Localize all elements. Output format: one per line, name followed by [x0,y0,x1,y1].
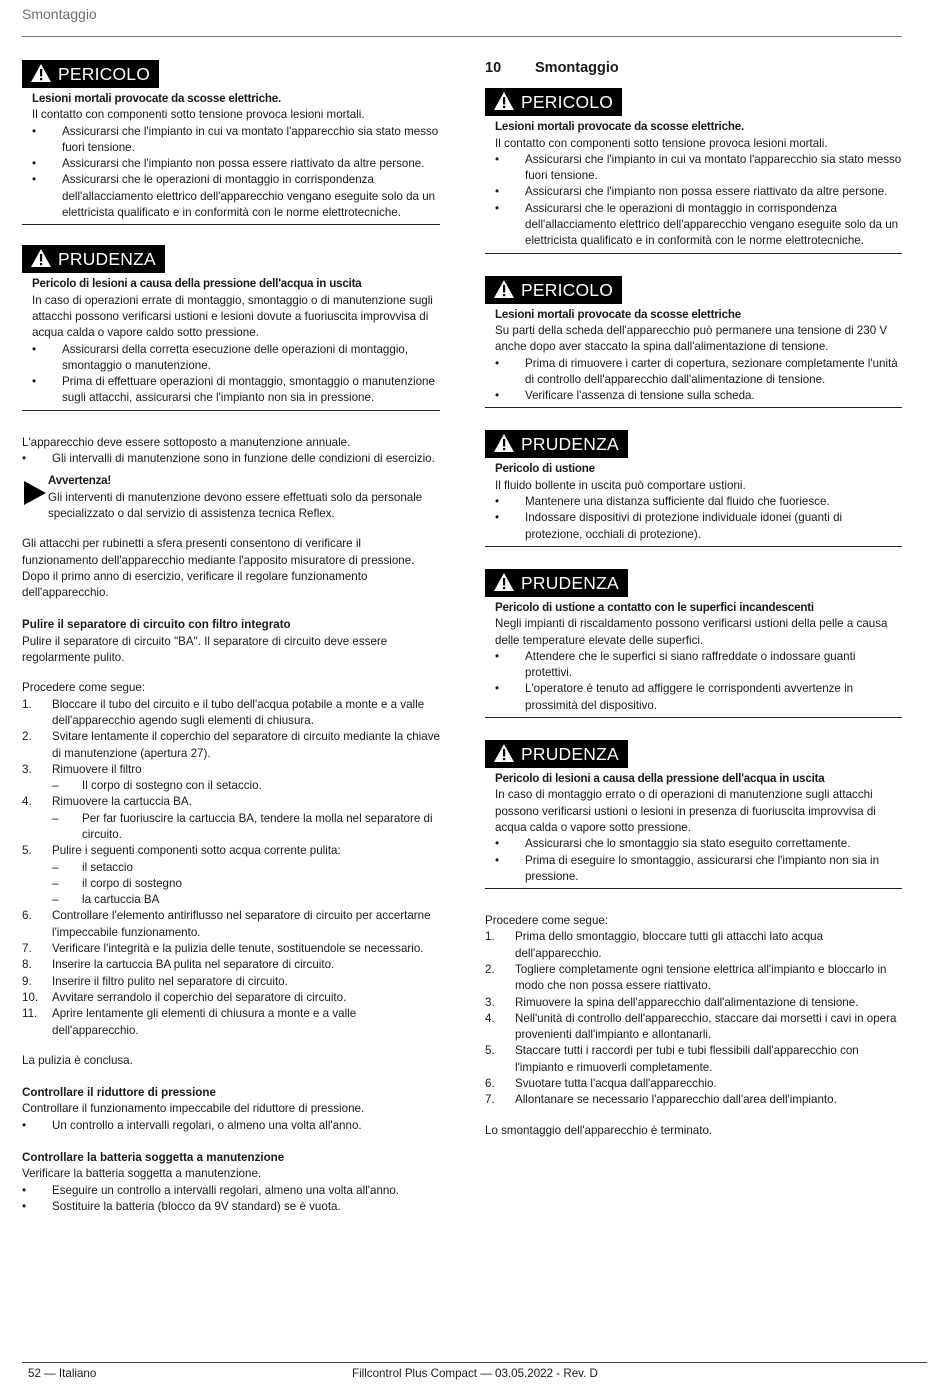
bullet-item: • Prima di eseguire lo smontaggio, assicurarsi che l'impianto non sia in pressione. [495,853,880,883]
warning-text: In caso di operazioni errate di montaggio, smontaggio o di manutenzione sugli attacchi possono verificarsi ustioni e lesioni dovute a fuoriuscita improvvisa di acqua calda o vapore caldo sotto pressione. [32,293,433,340]
bullet-item: • Attendere che le superfici si siano raffreddate o indossare guanti protettivi. [495,649,856,680]
paragraph: Procedere come segue: [485,914,609,928]
subheading: Controllare la batteria soggetta a manutenzione [22,1151,285,1165]
bullet-item: • Eseguire un controllo a intervalli regolari, almeno una volta all'anno. [22,1183,400,1197]
warning-triangle-icon [493,279,521,301]
bullet-item: • Sostituire la batteria (blocco da 9V standard) se è vuota. [22,1199,341,1213]
list-item: 5. Staccare tutti i raccordi per tubi e tubi flessibili dall'apparecchio con l'impianto e rimuoverli completamente. [485,1044,859,1074]
subheading: Pulire il separatore di circuito con filtro integrato [22,618,291,632]
bullet-item: • Assicurarsi che l'impianto in cui va montato l'apparecchio sia stato messo fuori tensione. [495,152,902,183]
left-column [22,60,440,1215]
bullet-item: • Indossare dispositivi di protezione individuale idonei (guanti di protezione, occhiali di protezione). [495,511,843,541]
list-item: – Il corpo di sostegno con il setaccio. [52,779,262,793]
warning-triangle-icon [30,248,58,270]
list-item: 4. Nell'unità di controllo dell'apparecchio, staccare dai morsetti i cavi in opera provenienti dall'impianto e allontanarli. [485,1011,897,1042]
bullet-item: • Assicurarsi che l'impianto non possa essere riattivato da altre persone. [495,185,888,199]
footer-divider [22,1362,927,1363]
list-item: 6. Svuotare tutta l'acqua dall'apparecchio. [485,1077,717,1091]
warning-triangle-icon [493,433,521,455]
bullet-item: • Assicurarsi che l'impianto in cui va montato l'apparecchio sia stato messo fuori tensione. [32,124,439,154]
warning-triangle-icon [30,63,58,85]
list-item: 10. Avvitare serrandolo il coperchio del separatore di circuito. [22,990,347,1004]
warning-text: Il contatto con componenti sotto tensione provoca lesioni mortali. [495,136,828,150]
warning-text: Negli impianti di riscaldamento possono verificarsi ustioni della pelle a causa delle temperature elevate delle superfici. [495,617,888,647]
warning-text: Il contatto con componenti sotto tensione provoca lesioni mortali. [32,108,365,122]
list-item: 7. Allontanare se necessario l'apparecchio dall'area dell'impianto. [485,1093,837,1107]
right-column [485,60,902,1139]
warning-box [485,740,902,889]
warning-title: Pericolo di ustione [495,462,595,476]
arrow-right-icon [22,473,48,522]
paragraph: L'apparecchio deve essere sottoposto a manutenzione annuale. [22,435,351,449]
list-item: 6. Controllare l'elemento antiriflusso nel separatore di circuito per accertarne l'impeccabile funzionamento. [22,909,431,939]
warning-text: Il fluido bollente in uscita può comportare ustioni. [495,478,746,492]
list-item: 4. Rimuovere la cartuccia BA. [22,795,192,809]
warning-triangle-icon [493,743,521,765]
warning-box [485,569,902,718]
warning-triangle-icon [493,91,521,113]
note-title: Avvertenza! [48,474,112,488]
bullet-item: • Assicurarsi che le operazioni di montaggio in corrispondenza dell'allacciamento elettrico dell'apparecchio vengano eseguite solo da un elettricista qualificato e in conformità con le norme elettrotecniche. [32,173,436,220]
list-item: 1. Bloccare il tubo del circuito e il tubo dell'acqua potabile a monte e a valle dell'apparecchio agendo sugli elementi di chiusura. [22,697,425,727]
list-item: 3. Rimuovere il filtro [22,762,142,776]
bullet-item: • L'operatore è tenuto ad affiggere le corrispondenti avvertenze in prossimità del dispositivo. [495,682,854,712]
warning-box [485,276,902,409]
list-item: 11. Aprire lentamente gli elementi di chiusura a monte e a valle dell'apparecchio. [22,1007,357,1037]
warning-title: Lesioni mortali provocate da scosse elettriche. [32,92,281,105]
warning-title: Pericolo di lesioni a causa della pressione dell'acqua in uscita [32,277,362,291]
note-box [22,473,440,522]
warning-tag: PRUDENZA [485,740,628,768]
paragraph: La pulizia è conclusa. [22,1053,133,1067]
paragraph: Controllare il funzionamento impeccabile del riduttore di pressione. [22,1102,365,1116]
list-item: 2. Togliere completamente ogni tensione elettrica all'impianto e bloccarlo in modo che non possa essere riattivato. [485,962,887,993]
section-heading: 10 Smontaggio [485,60,619,76]
warning-box [485,430,902,546]
bullet-item: • Mantenere una distanza sufficiente dal fluido che fuoriesce. [495,495,830,509]
bullet-item: • Assicurarsi che lo smontaggio sia stato eseguito correttamente. [495,837,851,851]
bullet-item: • Gli intervalli di manutenzione sono in funzione delle condizioni di esercizio. [22,452,435,466]
bullet-item: • Prima di effettuare operazioni di montaggio, smontaggio o manutenzione sugli attacchi, assicurarsi che l'impianto non sia in pressione. [32,375,435,405]
warning-box [22,245,440,410]
list-item: 8. Inserire la cartuccia BA pulita nel separatore di circuito. [22,958,335,972]
warning-triangle-icon [493,572,521,594]
warning-box [485,88,902,253]
paragraph: Pulire il separatore di circuito "BA". Il separatore di circuito deve essere regolarmente pulito. [22,634,388,665]
list-item: – la cartuccia BA [52,893,160,907]
warning-title: Lesioni mortali provocate da scosse elettriche [495,307,741,321]
bullet-item: • Assicurarsi della corretta esecuzione delle operazioni di montaggio, smontaggio o manutenzione. [32,342,409,372]
warning-box [22,60,440,225]
bullet-item: • Assicurarsi che l'impianto non possa essere riattivato da altre persone. [32,157,425,171]
paragraph: Verificare la batteria soggetta a manutenzione. [22,1167,262,1181]
list-item: 7. Verificare l'integrità e la pulizia delle tenute, sostituendole se necessario. [22,942,424,956]
document-info: Fillcontrol Plus Compact — 03.05.2022 - Rev. D [352,1367,598,1380]
list-item: 3. Rimuovere la spina dell'apparecchio dall'alimentazione di tensione. [485,995,859,1009]
paragraph: Gli attacchi per rubinetti a sfera presenti consentono di verificare il funzionamento dell'apparecchio mediante l'apposito misuratore di pressione. Dopo il primo anno di esercizio, verificare il regolare funzionamento dell'apparecchio. [22,537,415,600]
paragraph: Lo smontaggio dell'apparecchio è terminato. [485,1123,713,1137]
warning-title: Lesioni mortali provocate da scosse elettriche. [495,120,744,134]
warning-text: In caso di montaggio errato o di operazioni di manutenzione sugli attacchi possono verificarsi ustioni o lesioni in presenza di fuoriuscita improvvisa di acqua calda o vapore sotto pressione. [495,788,876,834]
warning-title: Pericolo di lesioni a causa della pressione dell'acqua in uscita [495,772,825,786]
warning-text: Su parti della scheda dell'apparecchio può permanere una tensione di 230 V anche dopo aver staccato la spina dall'alimentazione di tensione. [495,323,888,354]
list-item: 5. Pulire i seguenti componenti sotto acqua corrente pulita: [22,844,341,858]
bullet-item: • Assicurarsi che le operazioni di montaggio in corrispondenza dell'allacciamento elettrico dell'apparecchio vengano eseguite solo da un elettricista qualificato e in conformità con le norme elettrotecniche. [495,201,899,248]
list-item: 9. Inserire il filtro pulito nel separatore di circuito. [22,974,288,988]
note-text: Gli interventi di manutenzione devono essere effettuati solo da personale specializzato o dal servizio di assistenza tecnica Reflex. [48,490,423,520]
page-number: 52 — Italiano [28,1367,97,1380]
warning-tag: PERICOLO [485,88,622,116]
header-divider [22,36,902,37]
paragraph: Procedere come segue: [22,681,146,695]
list-item: 2. Svitare lentamente il coperchio del separatore di circuito mediante la chiave di manutenzione (apertura 27). [22,730,440,760]
page-header-title: Smontaggio [22,6,97,22]
warning-tag: PERICOLO [22,60,159,88]
bullet-item: • Verificare l'assenza di tensione sulla scheda. [495,389,755,403]
subheading: Controllare il riduttore di pressione [22,1086,216,1100]
warning-tag: PRUDENZA [485,430,628,458]
warning-tag: PRUDENZA [22,245,165,273]
warning-title: Pericolo di ustione a contatto con le superfici incandescenti [495,600,814,614]
list-item: 1. Prima dello smontaggio, bloccare tutti gli attacchi lato acqua dell'apparecchio. [485,930,824,960]
warning-tag: PERICOLO [485,276,622,304]
list-item: – Per far fuoriuscire la cartuccia BA, tendere la molla nel separatore di circuito. [52,811,433,841]
bullet-item: • Un controllo a intervalli regolari, o almeno una volta all'anno. [22,1118,362,1132]
list-item: – il corpo di sostegno [52,876,182,890]
list-item: – il setaccio [52,860,133,874]
bullet-item: • Prima di rimuovere i carter di copertura, sezionare completamente l'unità di controllo dell'apparecchio dall'alimentazione di tensione. [495,356,898,386]
warning-tag: PRUDENZA [485,569,628,597]
